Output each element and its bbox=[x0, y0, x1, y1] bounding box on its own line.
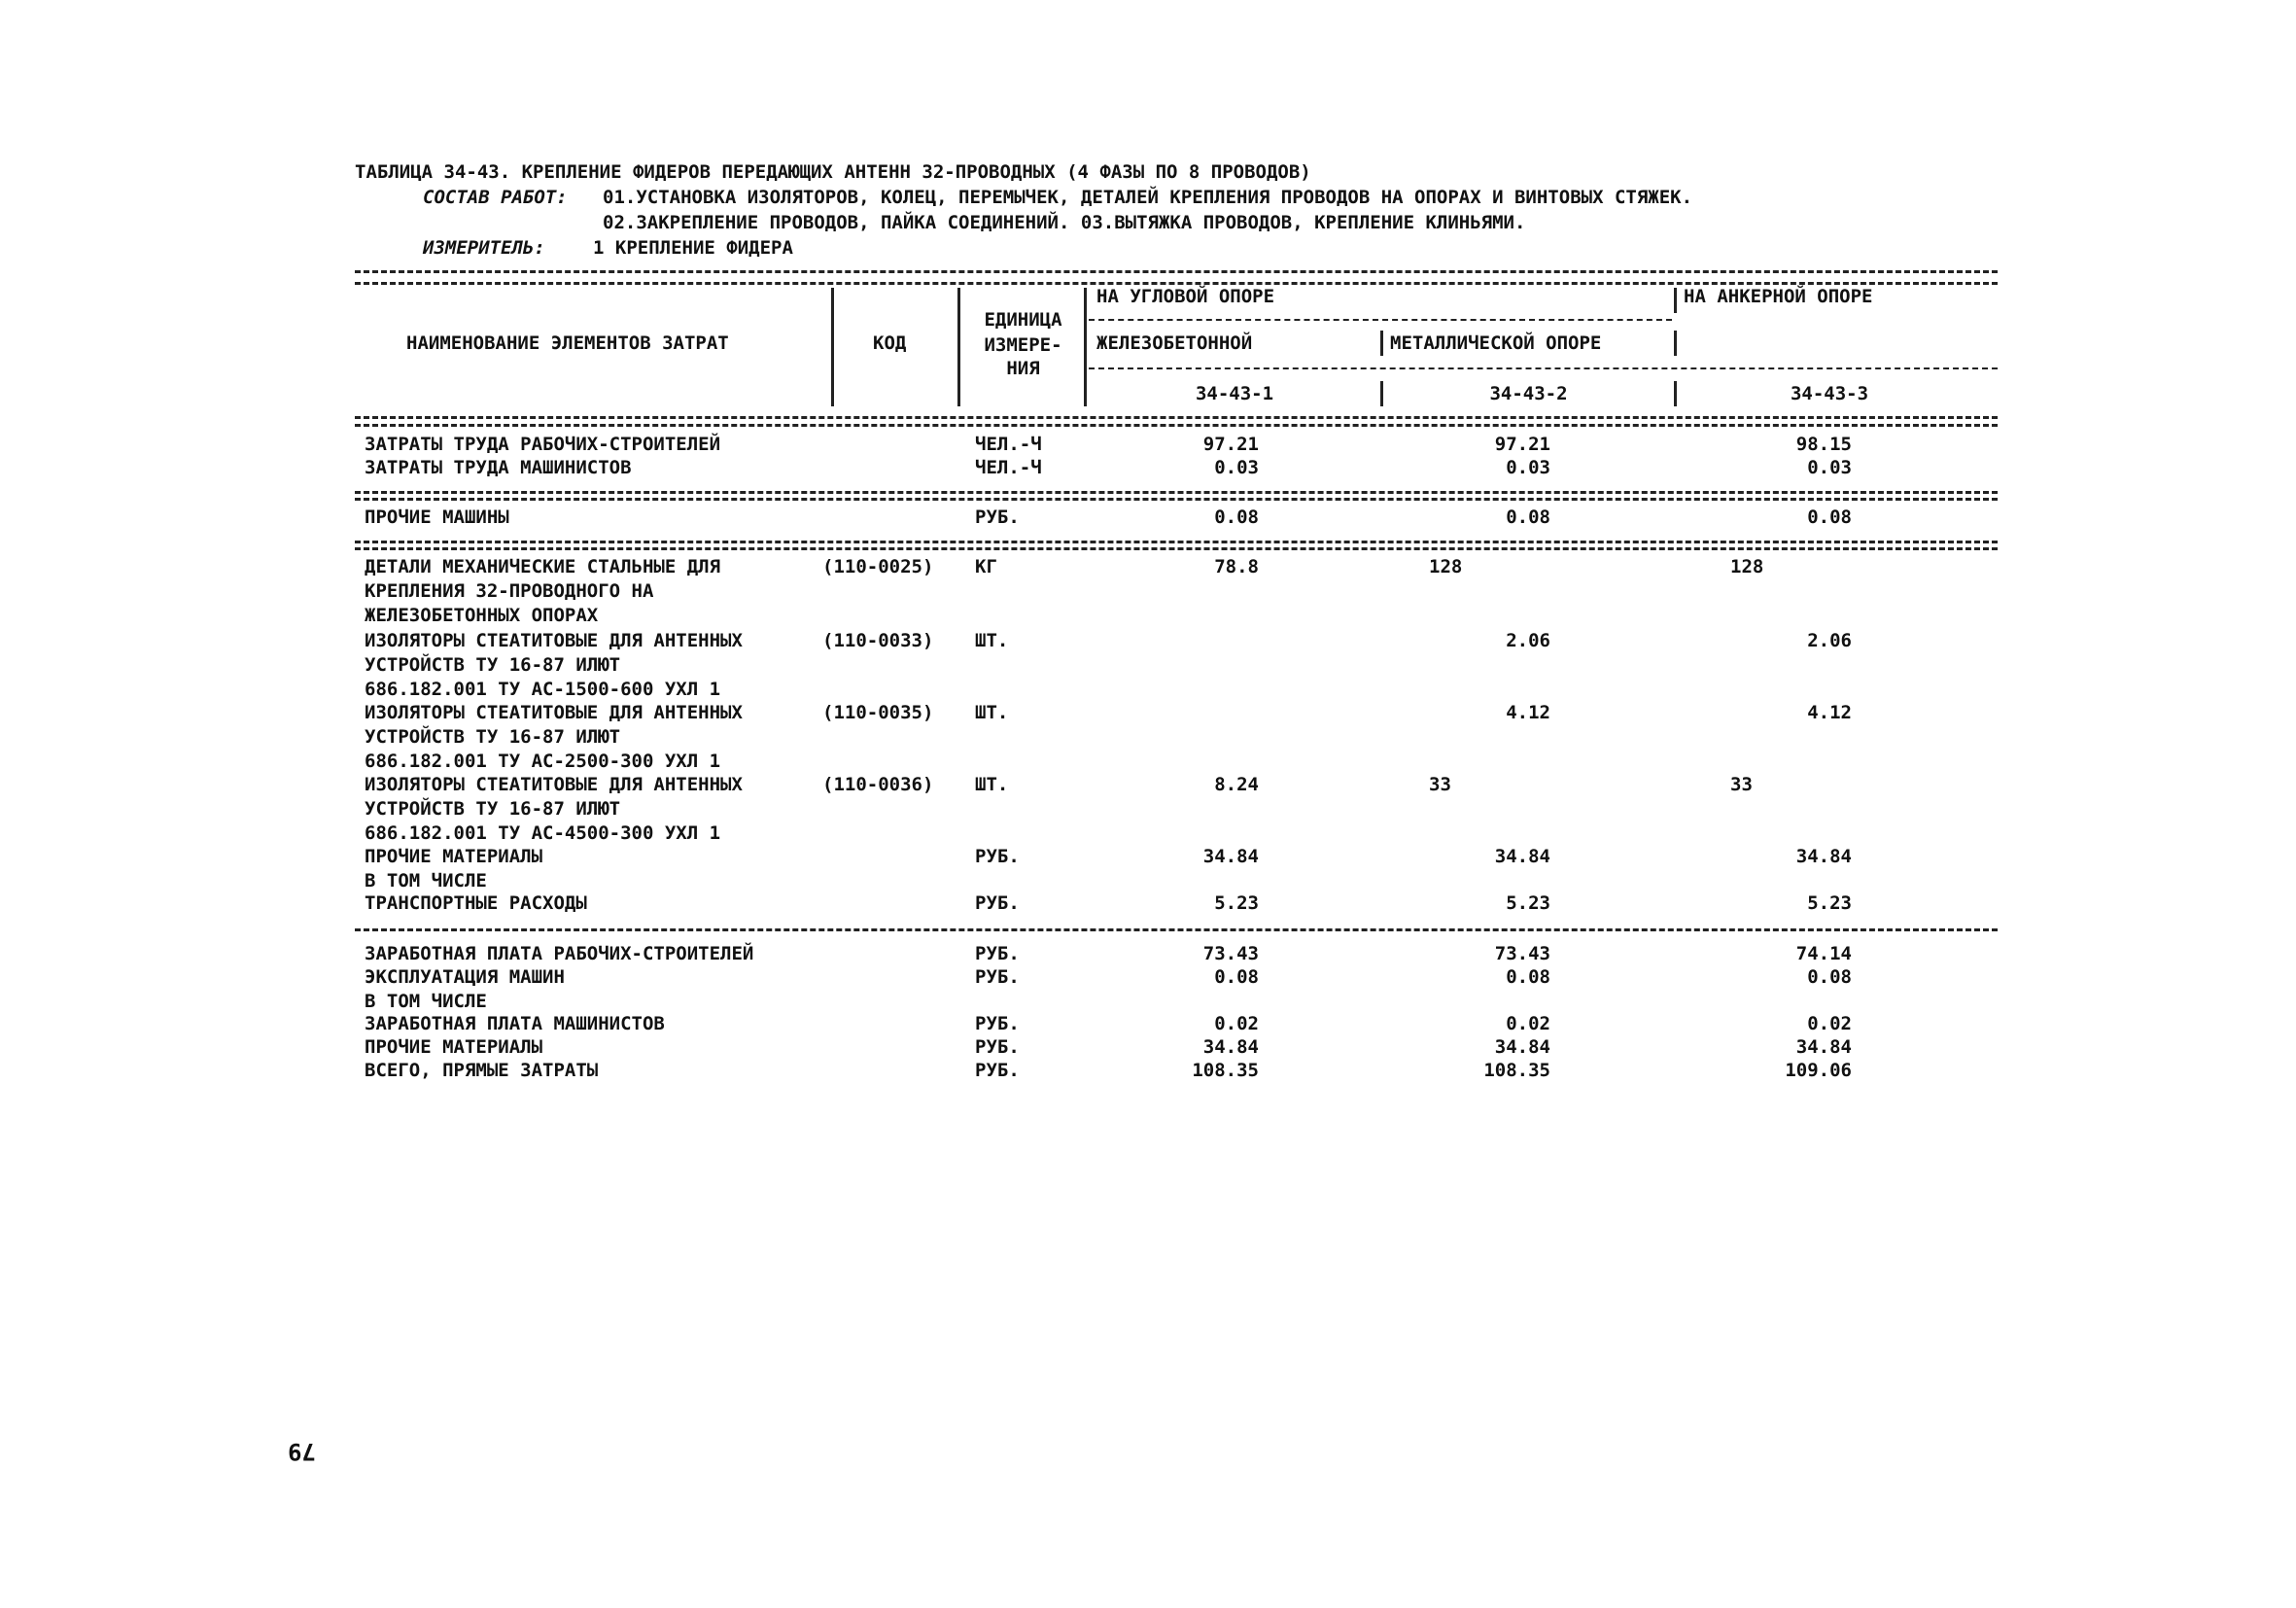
column-group-corner: НА УГЛОВОЙ ОПОРЕ bbox=[1096, 286, 1275, 307]
row-name-line: ИЗОЛЯТОРЫ СТЕАТИТОВЫЕ ДЛЯ АНТЕННЫХ bbox=[365, 630, 743, 651]
column-header-unit-3: НИЯ bbox=[1006, 358, 1040, 379]
row-name-line: ЗАТРАТЫ ТРУДА РАБОЧИХ-СТРОИТЕЛЕЙ bbox=[365, 434, 721, 455]
composition-label: СОСТАВ РАБОТ: bbox=[423, 187, 568, 208]
section-rule-1b bbox=[355, 498, 1998, 501]
row-name-line: УСТРОЙСТВ ТУ 16-87 ИЛЮТ bbox=[365, 798, 621, 820]
row-unit: ШТ. bbox=[975, 774, 1009, 795]
row-v3: 33 bbox=[1730, 774, 1753, 795]
row-v2: 0.03 bbox=[1506, 457, 1550, 478]
row-name-line: ЖЕЛЕЗОБЕТОННЫХ ОПОРАХ bbox=[365, 605, 599, 626]
row-name-line: ПРОЧИЕ МАШИНЫ bbox=[365, 507, 509, 528]
composition-line-1: 01.УСТАНОВКА ИЗОЛЯТОРОВ, КОЛЕЦ, ПЕРЕМЫЧЕК, ДЕТАЛЕЙ КРЕПЛЕНИЯ ПРОВОДОВ НА ОПОРАХ И ВИНТОВЫХ СТЯЖЕК. bbox=[603, 187, 1693, 208]
row-unit: ЧЕЛ.-Ч bbox=[975, 457, 1042, 478]
row-name-line: ВСЕГО, ПРЯМЫЕ ЗАТРАТЫ bbox=[365, 1060, 599, 1081]
row-name-line: 686.182.001 ТУ АС-1500-600 УХЛ 1 bbox=[365, 679, 721, 700]
column-header-code: КОД bbox=[873, 332, 907, 354]
row-unit: РУБ. bbox=[975, 846, 1020, 867]
column-header-unit-2: ИЗМЕРЕ- bbox=[984, 334, 1062, 356]
row-v3: 34.84 bbox=[1795, 1036, 1852, 1058]
column-header-unit-1: ЕДИНИЦА bbox=[984, 309, 1062, 331]
table-top-rule bbox=[355, 270, 1998, 273]
row-v1: 73.43 bbox=[1202, 943, 1259, 964]
row-unit: РУБ. bbox=[975, 1013, 1020, 1034]
row-v3: 128 bbox=[1730, 556, 1764, 577]
column-header-name: НАИМЕНОВАНИЕ ЭЛЕМЕНТОВ ЗАТРАТ bbox=[406, 332, 729, 354]
column-code-3: 34-43-3 bbox=[1790, 383, 1869, 404]
column-sub-concrete: ЖЕЛЕЗОБЕТОННОЙ bbox=[1096, 332, 1253, 354]
header-separator-1 bbox=[831, 288, 834, 406]
row-name-line: В ТОМ ЧИСЛЕ bbox=[365, 870, 487, 891]
column-code-2: 34-43-2 bbox=[1489, 383, 1568, 404]
header-separator-7 bbox=[1674, 331, 1677, 356]
row-v2: 128 bbox=[1429, 556, 1463, 577]
row-v2: 34.84 bbox=[1494, 846, 1550, 867]
header-bottom-rule bbox=[355, 416, 1998, 419]
row-name-line: КРЕПЛЕНИЯ 32-ПРОВОДНОГО НА bbox=[365, 580, 654, 602]
header-rule-codes bbox=[1089, 367, 1998, 369]
composition-line-2: 02.ЗАКРЕПЛЕНИЕ ПРОВОДОВ, ПАЙКА СОЕДИНЕНИЙ. 03.ВЫТЯЖКА ПРОВОДОВ, КРЕПЛЕНИЕ КЛИНЬЯМИ. bbox=[603, 212, 1526, 233]
row-name-line: ЗАРАБОТНАЯ ПЛАТА РАБОЧИХ-СТРОИТЕЛЕЙ bbox=[365, 943, 754, 964]
header-separator-6 bbox=[1674, 288, 1677, 313]
row-v3: 109.06 bbox=[1785, 1060, 1852, 1081]
row-v1: 78.8 bbox=[1214, 556, 1259, 577]
row-v2: 73.43 bbox=[1494, 943, 1550, 964]
row-code: (110-0036) bbox=[822, 774, 934, 795]
row-v2: 2.06 bbox=[1506, 630, 1550, 651]
row-unit: РУБ. bbox=[975, 943, 1020, 964]
row-unit: ШТ. bbox=[975, 630, 1009, 651]
header-rule-corner bbox=[1089, 319, 1672, 321]
row-name-line: УСТРОЙСТВ ТУ 16-87 ИЛЮТ bbox=[365, 726, 621, 748]
header-separator-5 bbox=[1380, 381, 1383, 406]
header-separator-8 bbox=[1674, 381, 1677, 406]
table-title: ТАБЛИЦА 34-43. КРЕПЛЕНИЕ ФИДЕРОВ ПЕРЕДАЮЩИХ АНТЕНН 32-ПРОВОДНЫХ (4 ФАЗЫ ПО 8 ПРОВОДОВ) bbox=[355, 161, 1311, 183]
row-name-line: ИЗОЛЯТОРЫ СТЕАТИТОВЫЕ ДЛЯ АНТЕННЫХ bbox=[365, 702, 743, 723]
row-v2: 33 bbox=[1429, 774, 1451, 795]
row-v1: 8.24 bbox=[1214, 774, 1259, 795]
header-separator-4 bbox=[1380, 331, 1383, 356]
row-v2: 34.84 bbox=[1494, 1036, 1550, 1058]
section-rule-1 bbox=[355, 491, 1998, 494]
table-top-rule-2 bbox=[355, 282, 1998, 285]
measure-value: 1 КРЕПЛЕНИЕ ФИДЕРА bbox=[593, 237, 793, 259]
row-v1: 5.23 bbox=[1214, 892, 1259, 914]
row-name-line: ЗАРАБОТНАЯ ПЛАТА МАШИНИСТОВ bbox=[365, 1013, 665, 1034]
row-v3: 98.15 bbox=[1795, 434, 1852, 455]
row-name-line: 686.182.001 ТУ АС-4500-300 УХЛ 1 bbox=[365, 822, 721, 844]
row-name-line: ИЗОЛЯТОРЫ СТЕАТИТОВЫЕ ДЛЯ АНТЕННЫХ bbox=[365, 774, 743, 795]
row-v1: 0.08 bbox=[1214, 507, 1259, 528]
row-v3: 0.03 bbox=[1807, 457, 1852, 478]
row-v1: 97.21 bbox=[1202, 434, 1259, 455]
row-unit: ЧЕЛ.-Ч bbox=[975, 434, 1042, 455]
row-unit: КГ bbox=[975, 556, 997, 577]
column-sub-metal: МЕТАЛЛИЧЕСКОЙ ОПОРЕ bbox=[1390, 332, 1602, 354]
row-v3: 34.84 bbox=[1795, 846, 1852, 867]
row-v2: 5.23 bbox=[1506, 892, 1550, 914]
row-v3: 5.23 bbox=[1807, 892, 1852, 914]
row-name-line: ПРОЧИЕ МАТЕРИАЛЫ bbox=[365, 1036, 543, 1058]
row-name-line: В ТОМ ЧИСЛЕ bbox=[365, 991, 487, 1012]
row-name-line: ТРАНСПОРТНЫЕ РАСХОДЫ bbox=[365, 892, 587, 914]
section-rule-2b bbox=[355, 547, 1998, 550]
row-v3: 0.08 bbox=[1807, 966, 1852, 988]
row-code: (110-0035) bbox=[822, 702, 934, 723]
row-code: (110-0025) bbox=[822, 556, 934, 577]
row-v2: 0.02 bbox=[1506, 1013, 1550, 1034]
header-separator-3 bbox=[1084, 288, 1087, 406]
row-v1: 108.35 bbox=[1192, 1060, 1259, 1081]
row-unit: РУБ. bbox=[975, 507, 1020, 528]
row-v2: 108.35 bbox=[1483, 1060, 1550, 1081]
column-group-anchor: НА АНКЕРНОЙ ОПОРЕ bbox=[1684, 286, 1873, 307]
row-name-line: ЗАТРАТЫ ТРУДА МАШИНИСТОВ bbox=[365, 457, 632, 478]
row-v2: 0.08 bbox=[1506, 507, 1550, 528]
row-v3: 4.12 bbox=[1807, 702, 1852, 723]
row-unit: РУБ. bbox=[975, 966, 1020, 988]
row-unit: РУБ. bbox=[975, 1036, 1020, 1058]
row-v1: 34.84 bbox=[1202, 1036, 1259, 1058]
row-v3: 0.02 bbox=[1807, 1013, 1852, 1034]
row-v1: 34.84 bbox=[1202, 846, 1259, 867]
section-rule-3 bbox=[355, 928, 1998, 931]
row-unit: РУБ. bbox=[975, 1060, 1020, 1081]
measure-label: ИЗМЕРИТЕЛЬ: bbox=[423, 237, 545, 259]
row-v3: 74.14 bbox=[1795, 943, 1852, 964]
row-v1: 0.03 bbox=[1214, 457, 1259, 478]
row-v3: 0.08 bbox=[1807, 507, 1852, 528]
header-bottom-rule-2 bbox=[355, 424, 1998, 427]
row-unit: ШТ. bbox=[975, 702, 1009, 723]
row-code: (110-0033) bbox=[822, 630, 934, 651]
row-v2: 0.08 bbox=[1506, 966, 1550, 988]
row-v1: 0.02 bbox=[1214, 1013, 1259, 1034]
row-v2: 97.21 bbox=[1494, 434, 1550, 455]
row-name-line: ДЕТАЛИ МЕХАНИЧЕСКИЕ СТАЛЬНЫЕ ДЛЯ bbox=[365, 556, 721, 577]
row-name-line: ПРОЧИЕ МАТЕРИАЛЫ bbox=[365, 846, 543, 867]
section-rule-2 bbox=[355, 541, 1998, 543]
column-code-1: 34-43-1 bbox=[1195, 383, 1274, 404]
row-v3: 2.06 bbox=[1807, 630, 1852, 651]
row-name-line: ЭКСПЛУАТАЦИЯ МАШИН bbox=[365, 966, 565, 988]
row-name-line: УСТРОЙСТВ ТУ 16-87 ИЛЮТ bbox=[365, 654, 621, 676]
row-v1: 0.08 bbox=[1214, 966, 1259, 988]
header-separator-2 bbox=[957, 288, 960, 406]
row-name-line: 686.182.001 ТУ АС-2500-300 УХЛ 1 bbox=[365, 751, 721, 772]
row-unit: РУБ. bbox=[975, 892, 1020, 914]
page-number: 79 bbox=[288, 1438, 316, 1465]
row-v2: 4.12 bbox=[1506, 702, 1550, 723]
